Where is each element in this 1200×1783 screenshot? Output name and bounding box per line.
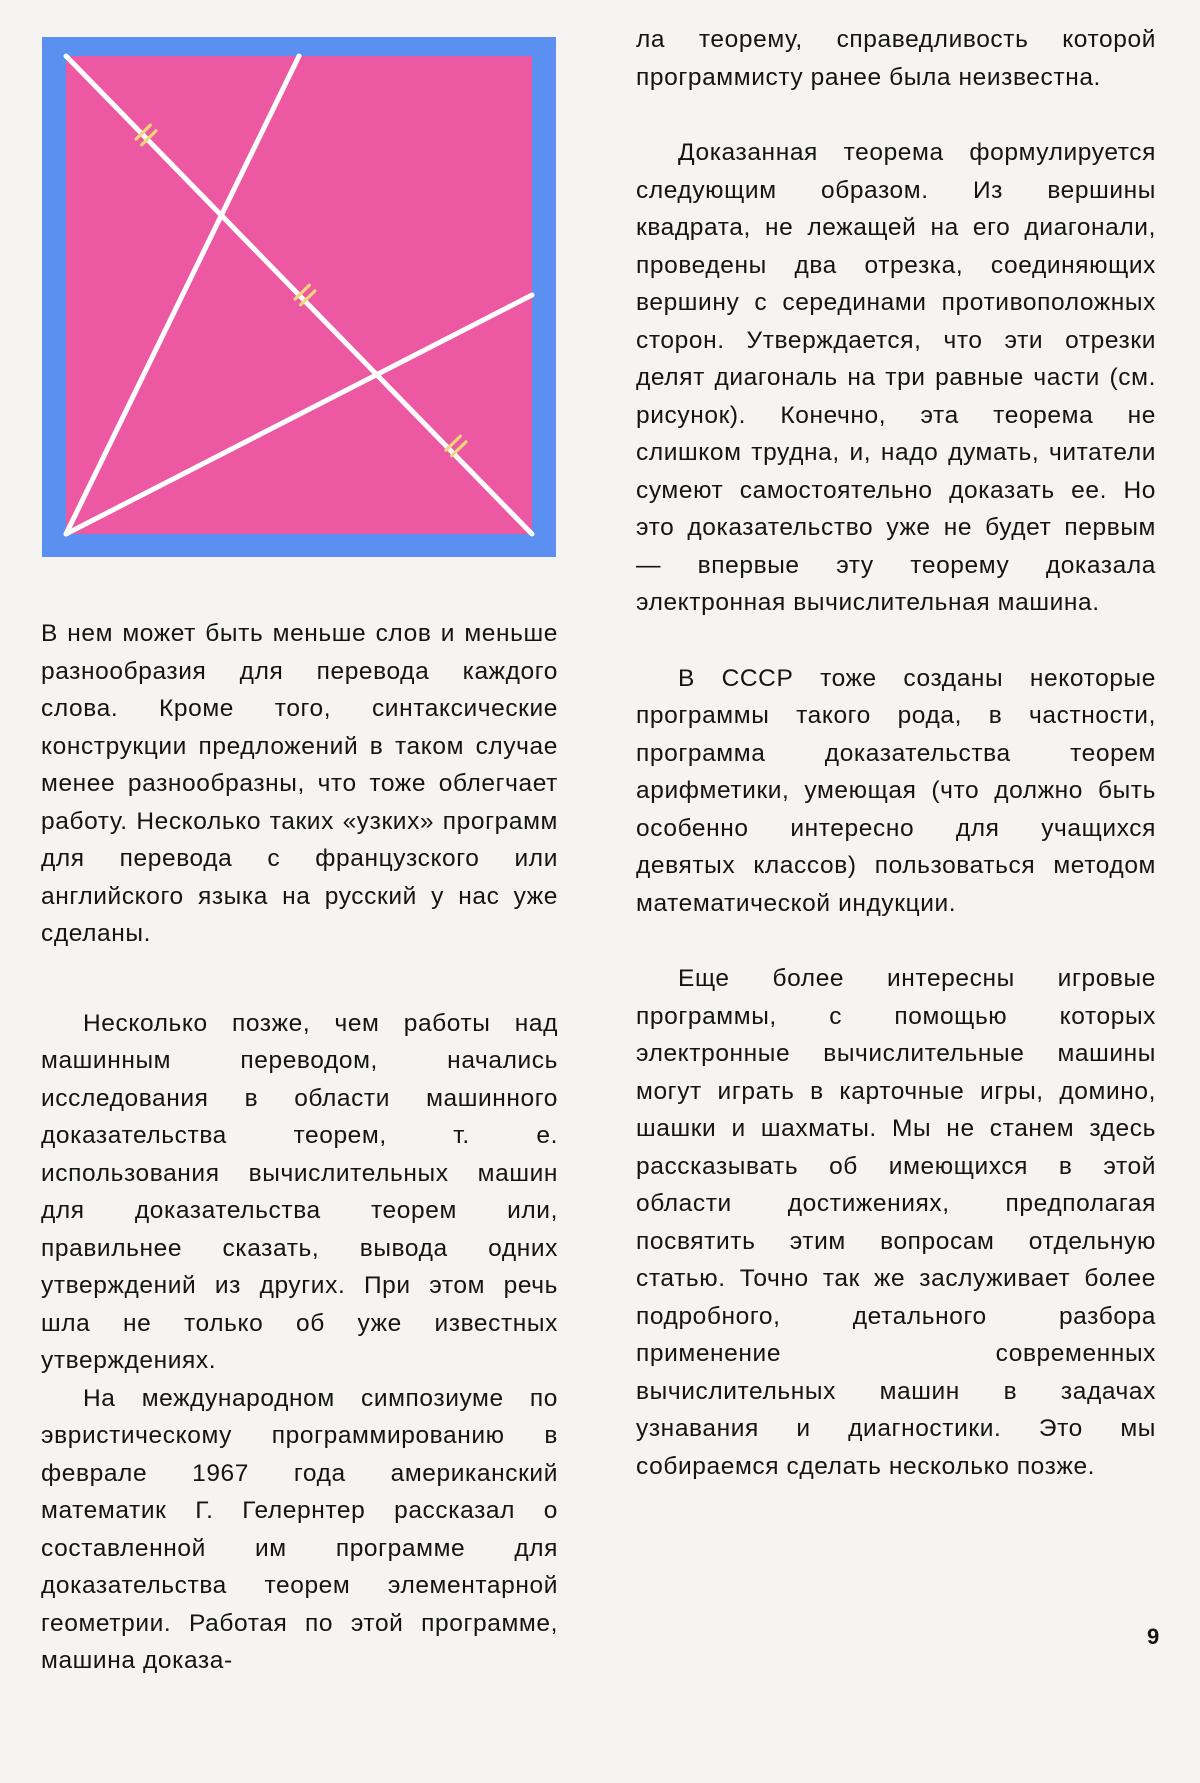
paragraph: Доказанная теорема формулируется следующим образом. Из вершины квадрата, не лежащей на его диагонали, проведены два отрезка, соединяющих вершину с серединами противоположных сторон. Утверждается, что эти отрезки делят диагональ на три равные части (см. рисунок). Конечно, эта теорема не слишком трудна, и, надо думать, читатели сумеют самостоятельно доказать ее. Но это доказательство уже не будет первым — впервые эту теорему доказала электронная вычислительная машина. xyxy=(636,139,1156,616)
right-text-column xyxy=(636,21,1156,1485)
left-text-column xyxy=(41,615,558,1680)
paragraph: В нем может быть меньше слов и меньше разнообразия для перевода каждого слова. Кроме того, синтаксические конструкции предложений в таком случае менее разнообразны, что тоже облегчает работу. Несколько таких «узких» программ для перевода с французского или английского языка на русский у нас уже сделаны. xyxy=(41,620,558,947)
paragraph: ла теорему, справедливость которой программисту ранее была неизвестна. xyxy=(636,26,1156,91)
page-number: 9 xyxy=(1147,1624,1160,1649)
theorem-illustration xyxy=(42,37,556,557)
paragraph: На международном симпозиуме по эвристическому программированию в феврале 1967 года американский математик Г. Гелернтер рассказал о составленной им программе для доказательства теорем элементарной геометрии. Работая по этой программе, машина доказа- xyxy=(41,1384,558,1674)
paragraph: Еще более интересны игровые программы, с помощью которых электронные вычислительные машины могут играть в карточные игры, домино, шашки и шахматы. Мы не станем здесь рассказывать об имеющихся в этой области достижениях, предполагая посвятить этим вопросам отдельную статью. Точно так же заслуживает более подробного, детального разбора применение современных вычислительных машин в задачах узнавания и диагностики. Это мы собираемся сделать несколько позже. xyxy=(636,965,1156,1480)
paragraph: В СССР тоже созданы некоторые программы такого рода, в частности, программа доказательства теорем арифметики, умеющая (что должно быть особенно интересно для учащихся девятых классов) пользоваться методом математической индукции. xyxy=(636,664,1156,917)
paragraph: Несколько позже, чем работы над машинным переводом, начались исследования в области машинного доказательства теорем, т. е. использования вычислительных машин для доказательства теорем или, правильнее сказать, вывода одних утверждений из других. При этом речь шла не только об уже известных утверждениях. xyxy=(41,1009,558,1374)
